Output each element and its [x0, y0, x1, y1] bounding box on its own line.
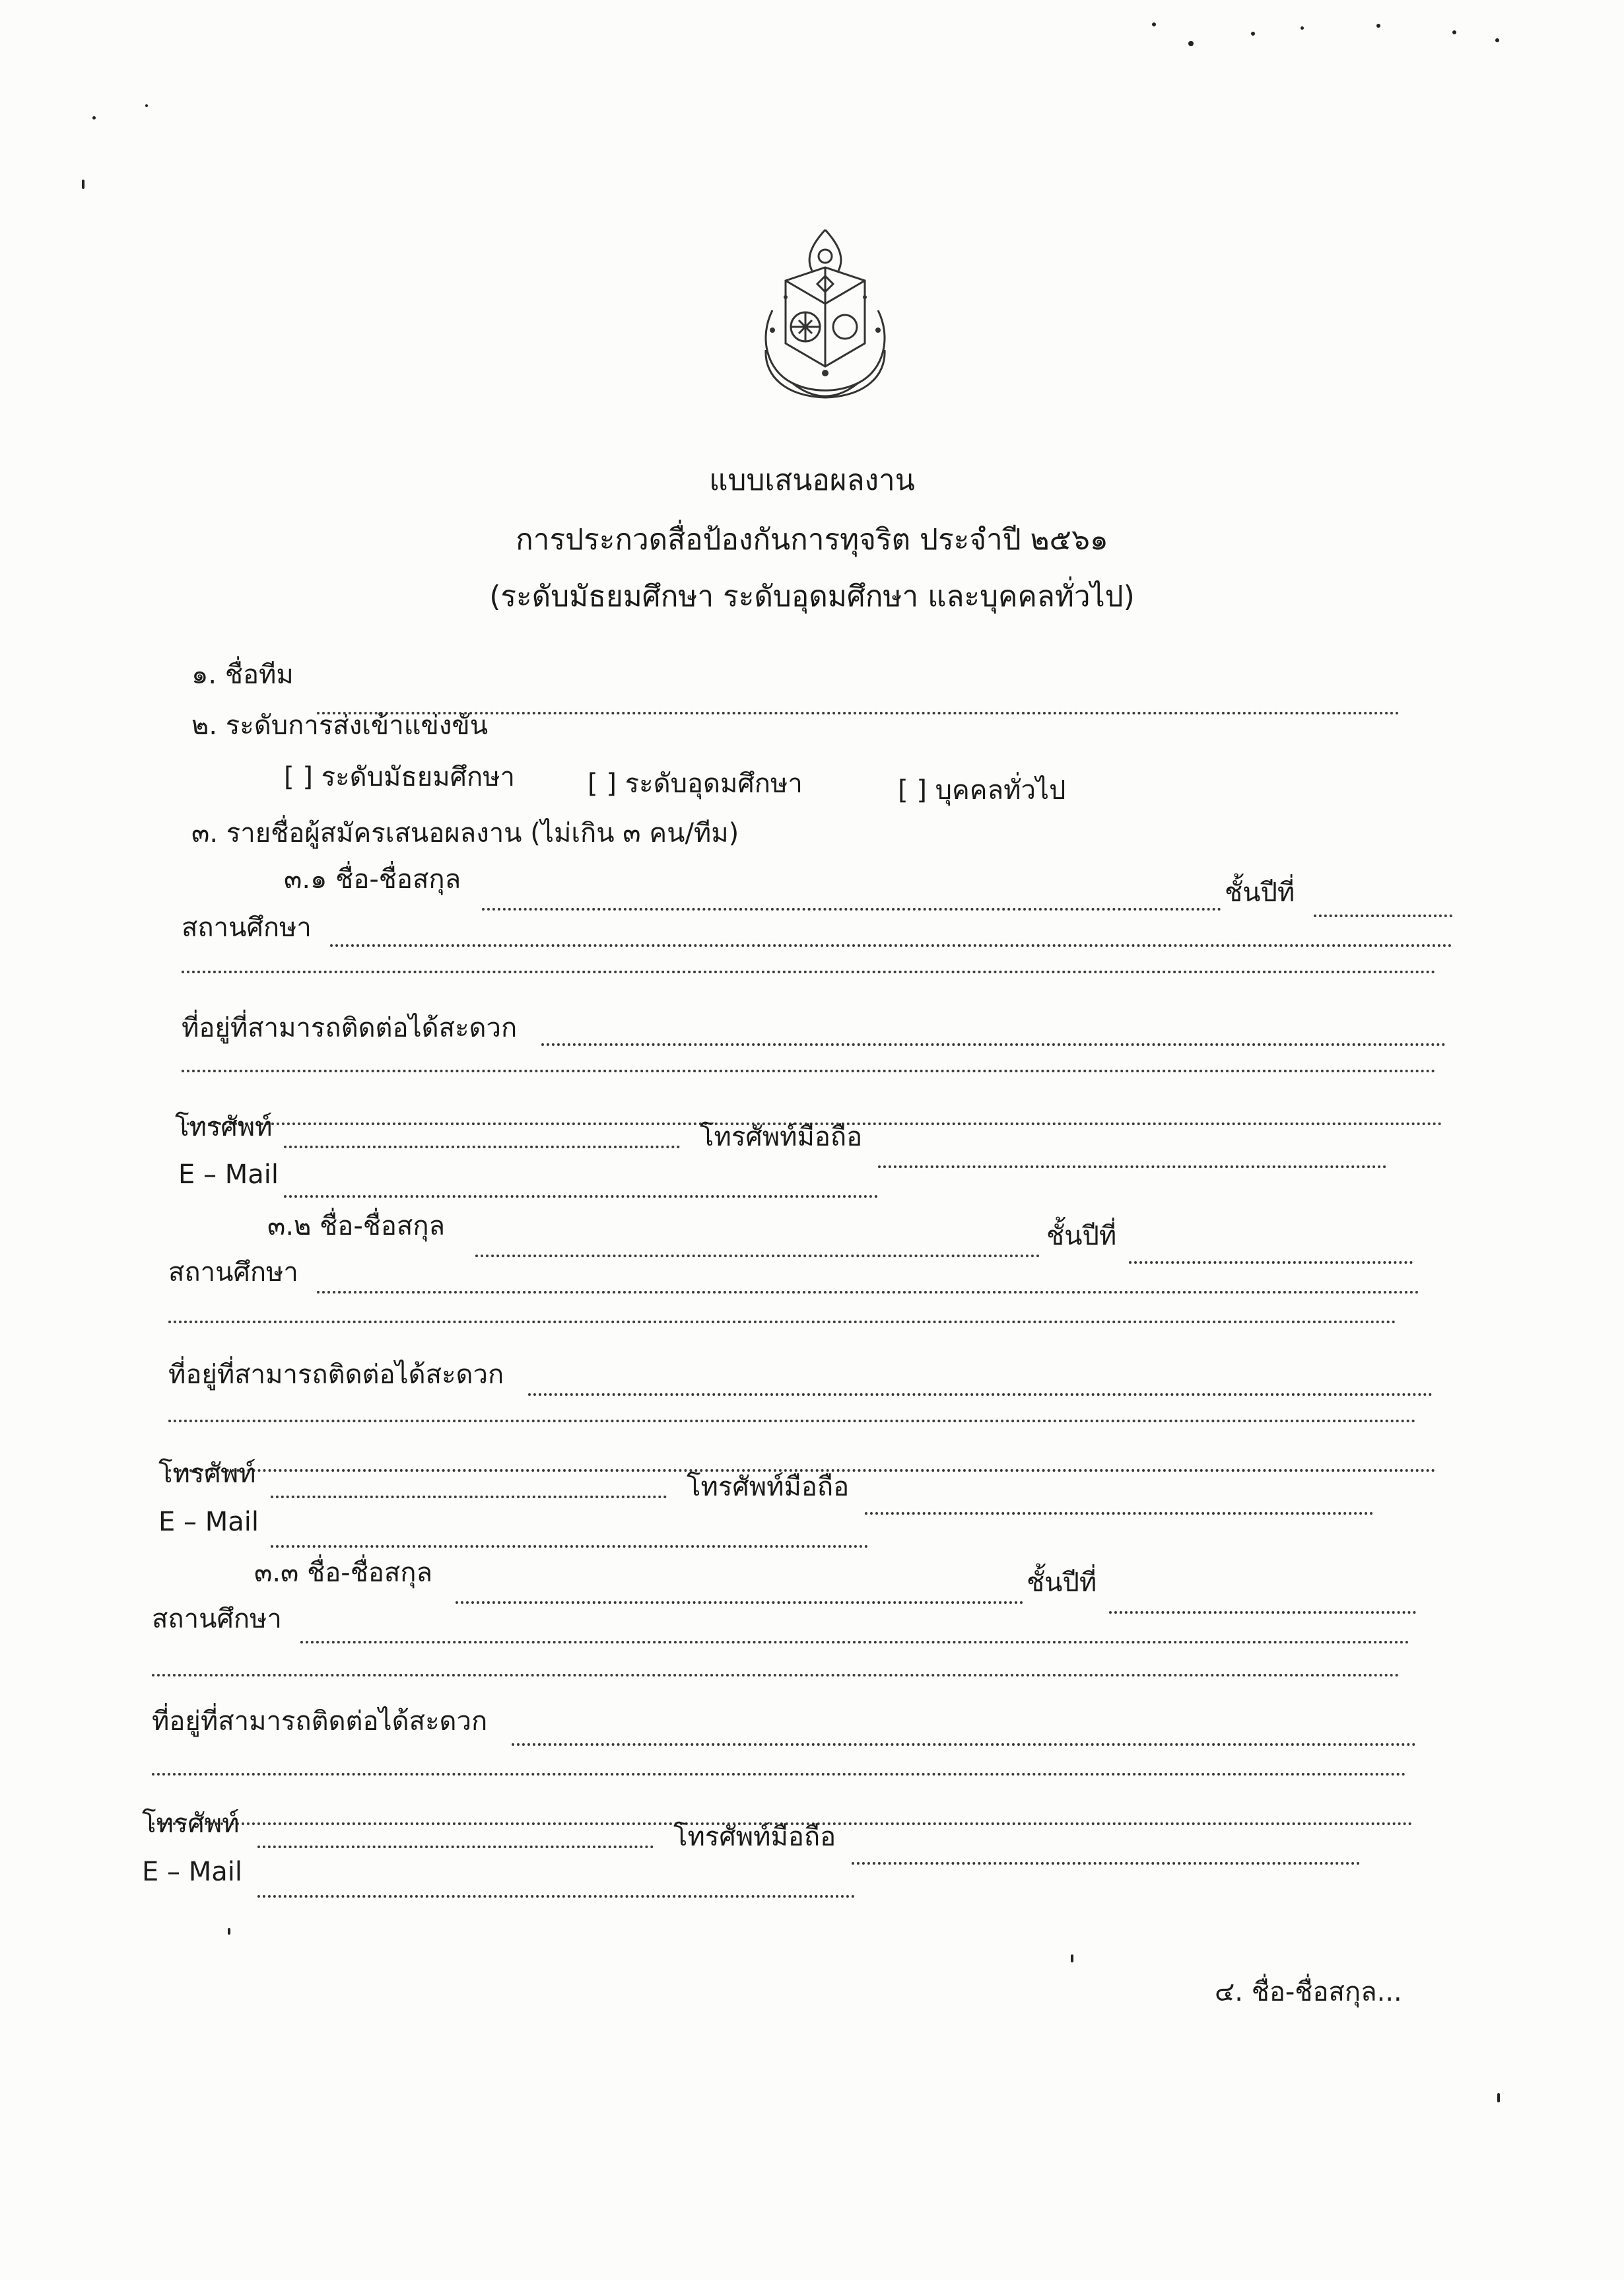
member3-school-field-line2[interactable]	[152, 1674, 1400, 1676]
applicants-label: ๓. รายชื่อผู้สมัครเสนอผลงาน (ไม่เกิน ๓ คน/ทีม)	[191, 818, 739, 848]
continuation-note: ๔. ชื่อ-ชื่อสกุล...	[1215, 1977, 1402, 2007]
member2-address-label: ที่อยู่ที่สามารถติดต่อได้สะดวก	[168, 1360, 504, 1390]
member3-name-field[interactable]	[456, 1601, 1023, 1604]
scan-speck	[228, 1928, 230, 1935]
member1-address-field-line2[interactable]	[182, 1070, 1436, 1072]
member1-school-field[interactable]	[330, 944, 1452, 947]
member1-address-label: ที่อยู่ที่สามารถติดต่อได้สะดวก	[182, 1013, 518, 1043]
member3-email-field[interactable]	[257, 1895, 855, 1898]
member3-address-field-line2[interactable]	[152, 1773, 1406, 1776]
team-name-label: ๑. ชื่อทีม	[191, 660, 294, 690]
member2-mobile-label: โทรศัพท์มือถือ	[687, 1472, 850, 1502]
member2-email-label: E – Mail	[158, 1507, 259, 1537]
member3-year-label: ชั้นปีที่	[1027, 1568, 1097, 1598]
member1-school-label: สถานศึกษา	[182, 913, 312, 943]
member2-year-label: ชั้นปีที่	[1046, 1221, 1117, 1251]
checkbox-higher[interactable]: [ ]	[588, 769, 617, 799]
level-option-secondary-label: ระดับมัธยมศึกษา	[321, 762, 516, 792]
member1-school-field-line2[interactable]	[182, 971, 1436, 973]
member1-name-field[interactable]	[482, 908, 1221, 911]
member3-phone-label: โทรศัพท์	[142, 1809, 240, 1839]
member3-school-field[interactable]	[300, 1641, 1409, 1643]
scan-speck	[1376, 24, 1380, 28]
levels-note: (ระดับมัธยมศึกษา ระดับอุดมศึกษา และบุคคลทั่วไป)	[489, 580, 1135, 613]
member2-name-field[interactable]	[475, 1255, 1040, 1257]
member2-name-label: ๓.๒ ชื่อ-ชื่อสกุล	[267, 1211, 446, 1241]
scan-speck	[1251, 32, 1255, 36]
scan-speck	[1301, 26, 1304, 30]
member1-mobile-label: โทรศัพท์มือถือ	[700, 1122, 863, 1152]
member1-address-field[interactable]	[541, 1043, 1446, 1046]
member3-school-label: สถานศึกษา	[152, 1604, 282, 1634]
scan-speck	[1495, 38, 1499, 42]
member2-email-field[interactable]	[271, 1545, 868, 1548]
member1-phone-label: โทรศัพท์	[175, 1112, 273, 1142]
scan-speck	[145, 104, 148, 107]
scan-speck	[82, 180, 85, 189]
member1-year-field[interactable]	[1314, 915, 1452, 917]
member1-mobile-field[interactable]	[878, 1165, 1386, 1168]
member2-mobile-field[interactable]	[865, 1512, 1373, 1515]
member3-email-label: E – Mail	[142, 1857, 242, 1887]
contest-title: การประกวดสื่อป้องกันการทุจริต ประจำปี ๒๕๖๑	[516, 523, 1108, 557]
member2-year-field[interactable]	[1129, 1261, 1413, 1264]
member3-mobile-label: โทรศัพท์มือถือ	[673, 1822, 836, 1852]
form-title: แบบเสนอผลงาน	[709, 464, 915, 497]
scan-speck	[1452, 30, 1456, 34]
checkbox-general[interactable]: [ ]	[898, 775, 927, 806]
member2-phone-field[interactable]	[271, 1496, 667, 1498]
member1-year-label: ชั้นปีที่	[1225, 878, 1295, 908]
member2-school-label: สถานศึกษา	[168, 1257, 298, 1288]
member3-phone-field[interactable]	[257, 1846, 654, 1848]
member2-school-field-line2[interactable]	[168, 1321, 1396, 1323]
member1-name-label: ๓.๑ ชื่อ-ชื่อสกุล	[284, 864, 461, 895]
member3-name-label: ๓.๓ ชื่อ-ชื่อสกุล	[254, 1558, 433, 1588]
member3-mobile-field[interactable]	[852, 1862, 1360, 1865]
garuda-emblem-icon	[746, 218, 904, 423]
member2-phone-label: โทรศัพท์	[158, 1459, 256, 1489]
level-option-higher-label: ระดับอุดมศึกษา	[625, 769, 803, 799]
level-option-secondary[interactable]	[284, 759, 515, 795]
member2-address-field-line2[interactable]	[168, 1420, 1416, 1422]
level-option-higher[interactable]	[588, 766, 803, 802]
member1-phone-field[interactable]	[284, 1146, 680, 1148]
member2-school-field[interactable]	[317, 1291, 1419, 1294]
member3-year-field[interactable]	[1109, 1611, 1416, 1614]
scan-speck	[1497, 2093, 1500, 2102]
scan-speck	[1188, 41, 1194, 46]
level-option-general[interactable]	[898, 773, 1066, 808]
member1-email-field[interactable]	[284, 1195, 878, 1198]
scan-speck	[1152, 22, 1156, 26]
checkbox-secondary[interactable]: [ ]	[284, 762, 313, 792]
member3-address-label: ที่อยู่ที่สามารถติดต่อได้สะดวก	[152, 1706, 488, 1737]
level-label: ๒. ระดับการส่งเข้าแข่งขัน	[191, 710, 489, 741]
scan-speck	[92, 116, 96, 120]
level-option-general-label: บุคคลทั่วไป	[935, 775, 1066, 806]
member1-email-label: E – Mail	[178, 1159, 279, 1190]
scan-speck	[1071, 1954, 1073, 1962]
member3-address-field[interactable]	[512, 1743, 1416, 1746]
member2-address-field[interactable]	[528, 1393, 1433, 1396]
